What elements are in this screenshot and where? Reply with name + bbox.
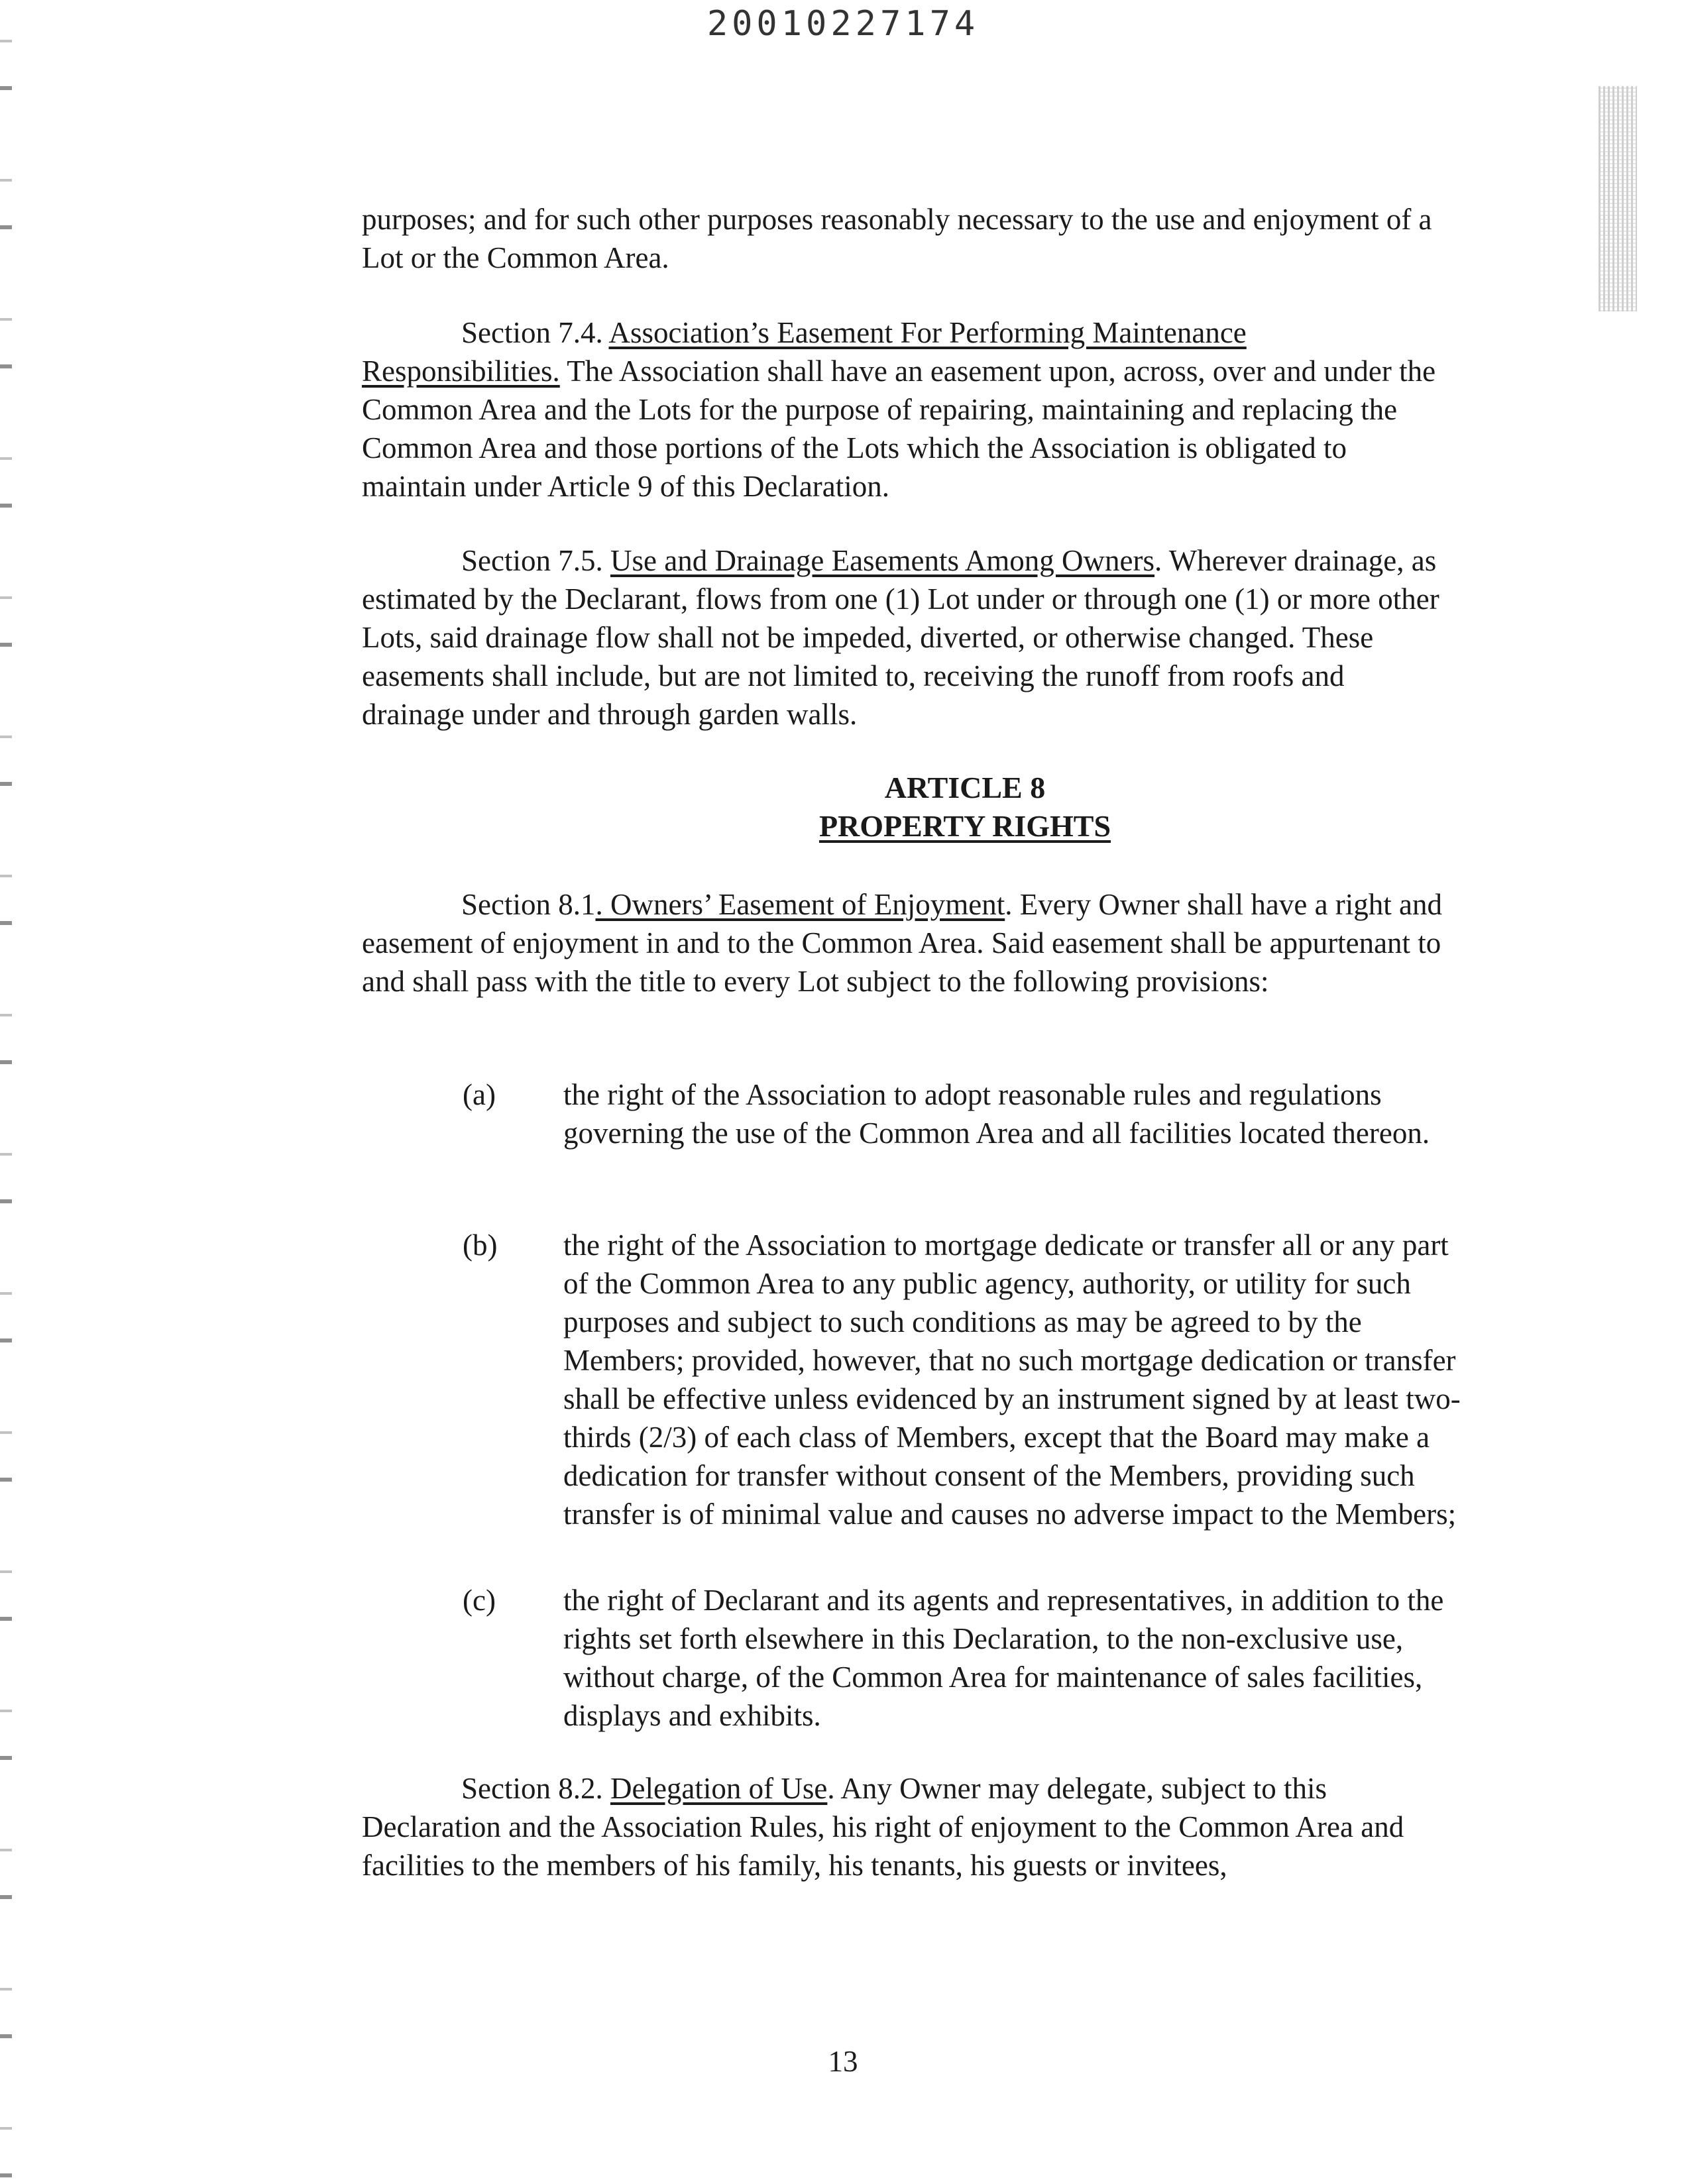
- paragraph-continuation: purposes; and for such other purposes reasonably necessary to the use and enjoyment of a Lot or the Common Area.: [362, 203, 1432, 274]
- document-number: 20010227174: [706, 4, 980, 44]
- recording-stamp-mark: [1599, 86, 1637, 311]
- list-item-label: (b): [463, 1228, 498, 1262]
- list-item-text: the right of the Association to adopt reasonable rules and regulations governing the use of the Common Area and all facilities located thereon.: [563, 1078, 1430, 1150]
- page-number: 13: [828, 2045, 858, 2078]
- list-item-text: the right of the Association to mortgage dedicate or transfer all or any part of the Common Area to any public agency, authority, or utility for such purposes and subject to such conditions as may be agreed to by the Members; provided, however, that no such mortgage dedication or transfer shall be effective unless evidenced by an instrument signed by at least two-thirds (2/3) of each class of Members, except that the Board may make a dedication for transfer without consent of the Members, providing such transfer is of minimal value and causes no adverse impact to the Members;: [563, 1228, 1461, 1531]
- list-item-text: the right of Declarant and its agents and representatives, in addition to the rights set forth elsewhere in this Declaration, to the non-exclusive use, without charge, of the Common Area for maintenance of sales facilities, displays and exhibits.: [563, 1584, 1444, 1732]
- list-item-label: (c): [463, 1584, 496, 1617]
- section-8-2: [362, 1769, 1449, 1884]
- article-title: PROPERTY RIGHTS: [818, 809, 1111, 843]
- list-item-label: (a): [463, 1078, 496, 1111]
- section-title: . Owners’ Easement of Enjoyment: [595, 888, 1005, 921]
- section-label: Section 7.5.: [461, 544, 610, 577]
- section-label: Section 7.4.: [461, 316, 609, 349]
- section-label: Section 8.1: [461, 888, 596, 921]
- scan-edge-artifact: [0, 0, 12, 2184]
- section-8-1: [362, 885, 1449, 1001]
- section-text: . Every Owner shall have a right and easement of enjoyment in and to the Common Area. Said easement shall be appurtenant to and shall pass with the title to every Lot subject to the following provisions:: [362, 888, 1443, 998]
- section-text: . Any Owner may delegate, subject to this Declaration and the Association Rules, his right of enjoyment to the Common Area and facilities to the members of his family, his tenants, his guests or invitees,: [362, 1772, 1404, 1882]
- section-7-5: [362, 541, 1449, 734]
- section-7-4: [362, 313, 1449, 506]
- section-title: Delegation of Use: [610, 1772, 828, 1805]
- article-number: ARTICLE 8: [884, 771, 1046, 804]
- section-text: The Association shall have an easement upon, across, over and under the Common Area and the Lots for the purpose of repairing, maintaining and replacing the Common Area and those portions of the Lots which the Association is obligated to maintain under Article 9 of this Declaration.: [362, 355, 1436, 503]
- section-title: Use and Drainage Easements Among Owners: [610, 544, 1155, 577]
- section-text: . Wherever drainage, as estimated by the Declarant, flows from one (1) Lot under or through one (1) or more other Lots, said drainage flow shall not be impeded, diverted, or otherwise changed. These easements shall include, but are not limited to, receiving the runoff from roofs and drainage under and through garden walls.: [362, 544, 1439, 731]
- section-title: Association’s Easement For Performing Maintenance Responsibilities.: [362, 316, 1247, 388]
- section-label: Section 8.2.: [461, 1772, 610, 1805]
